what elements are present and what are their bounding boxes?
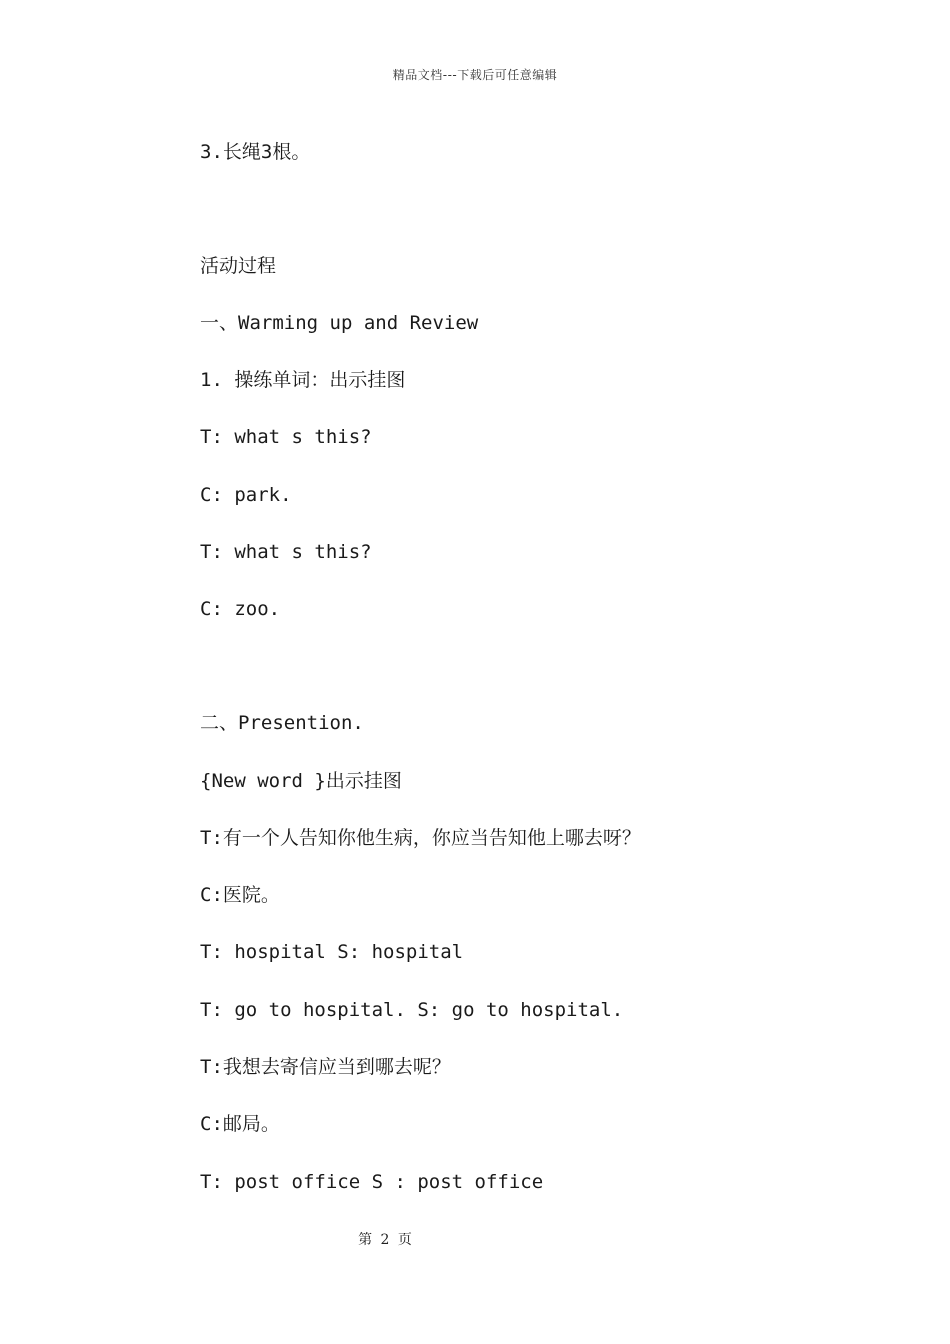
- dialogue-line: T: post office S : post office: [200, 1171, 544, 1193]
- dialogue-line: T: hospital S: hospital: [200, 941, 464, 963]
- dialogue-line: C: park.: [200, 484, 292, 506]
- materials-item-3: 3.长绳3根。: [200, 141, 311, 163]
- dialogue-line: T: what s this?: [200, 541, 372, 563]
- dialogue-line: T:有一个人告知你他生病，你应当告知他上哪去呀？: [200, 827, 641, 849]
- dialogue-line: T: what s this?: [200, 426, 372, 448]
- dialogue-line: C:医院。: [200, 884, 280, 906]
- dialogue-line: C: zoo.: [200, 598, 281, 620]
- page-footer: [0, 1229, 770, 1249]
- section-heading-presentation: 二、Presention.: [200, 712, 364, 734]
- section-heading-activity-process: 活动过程: [200, 255, 277, 277]
- page-header: 精品文档---下载后可任意编辑: [392, 68, 558, 82]
- dialogue-line: T:我想去寄信应当到哪去呢？: [200, 1056, 451, 1078]
- page-label-prefix: 第: [358, 1232, 373, 1248]
- dialogue-line: C:邮局。: [200, 1113, 280, 1135]
- step-drill-words: 1. 操练单词：出示挂图: [200, 369, 406, 391]
- page-label-suffix: 页: [397, 1232, 412, 1248]
- section-heading-warming-up: 一、Warming up and Review: [200, 312, 479, 334]
- page-number: 2: [380, 1232, 390, 1248]
- new-word-heading: {New word }出示挂图: [200, 770, 402, 792]
- dialogue-line: T: go to hospital. S: go to hospital.: [200, 999, 624, 1021]
